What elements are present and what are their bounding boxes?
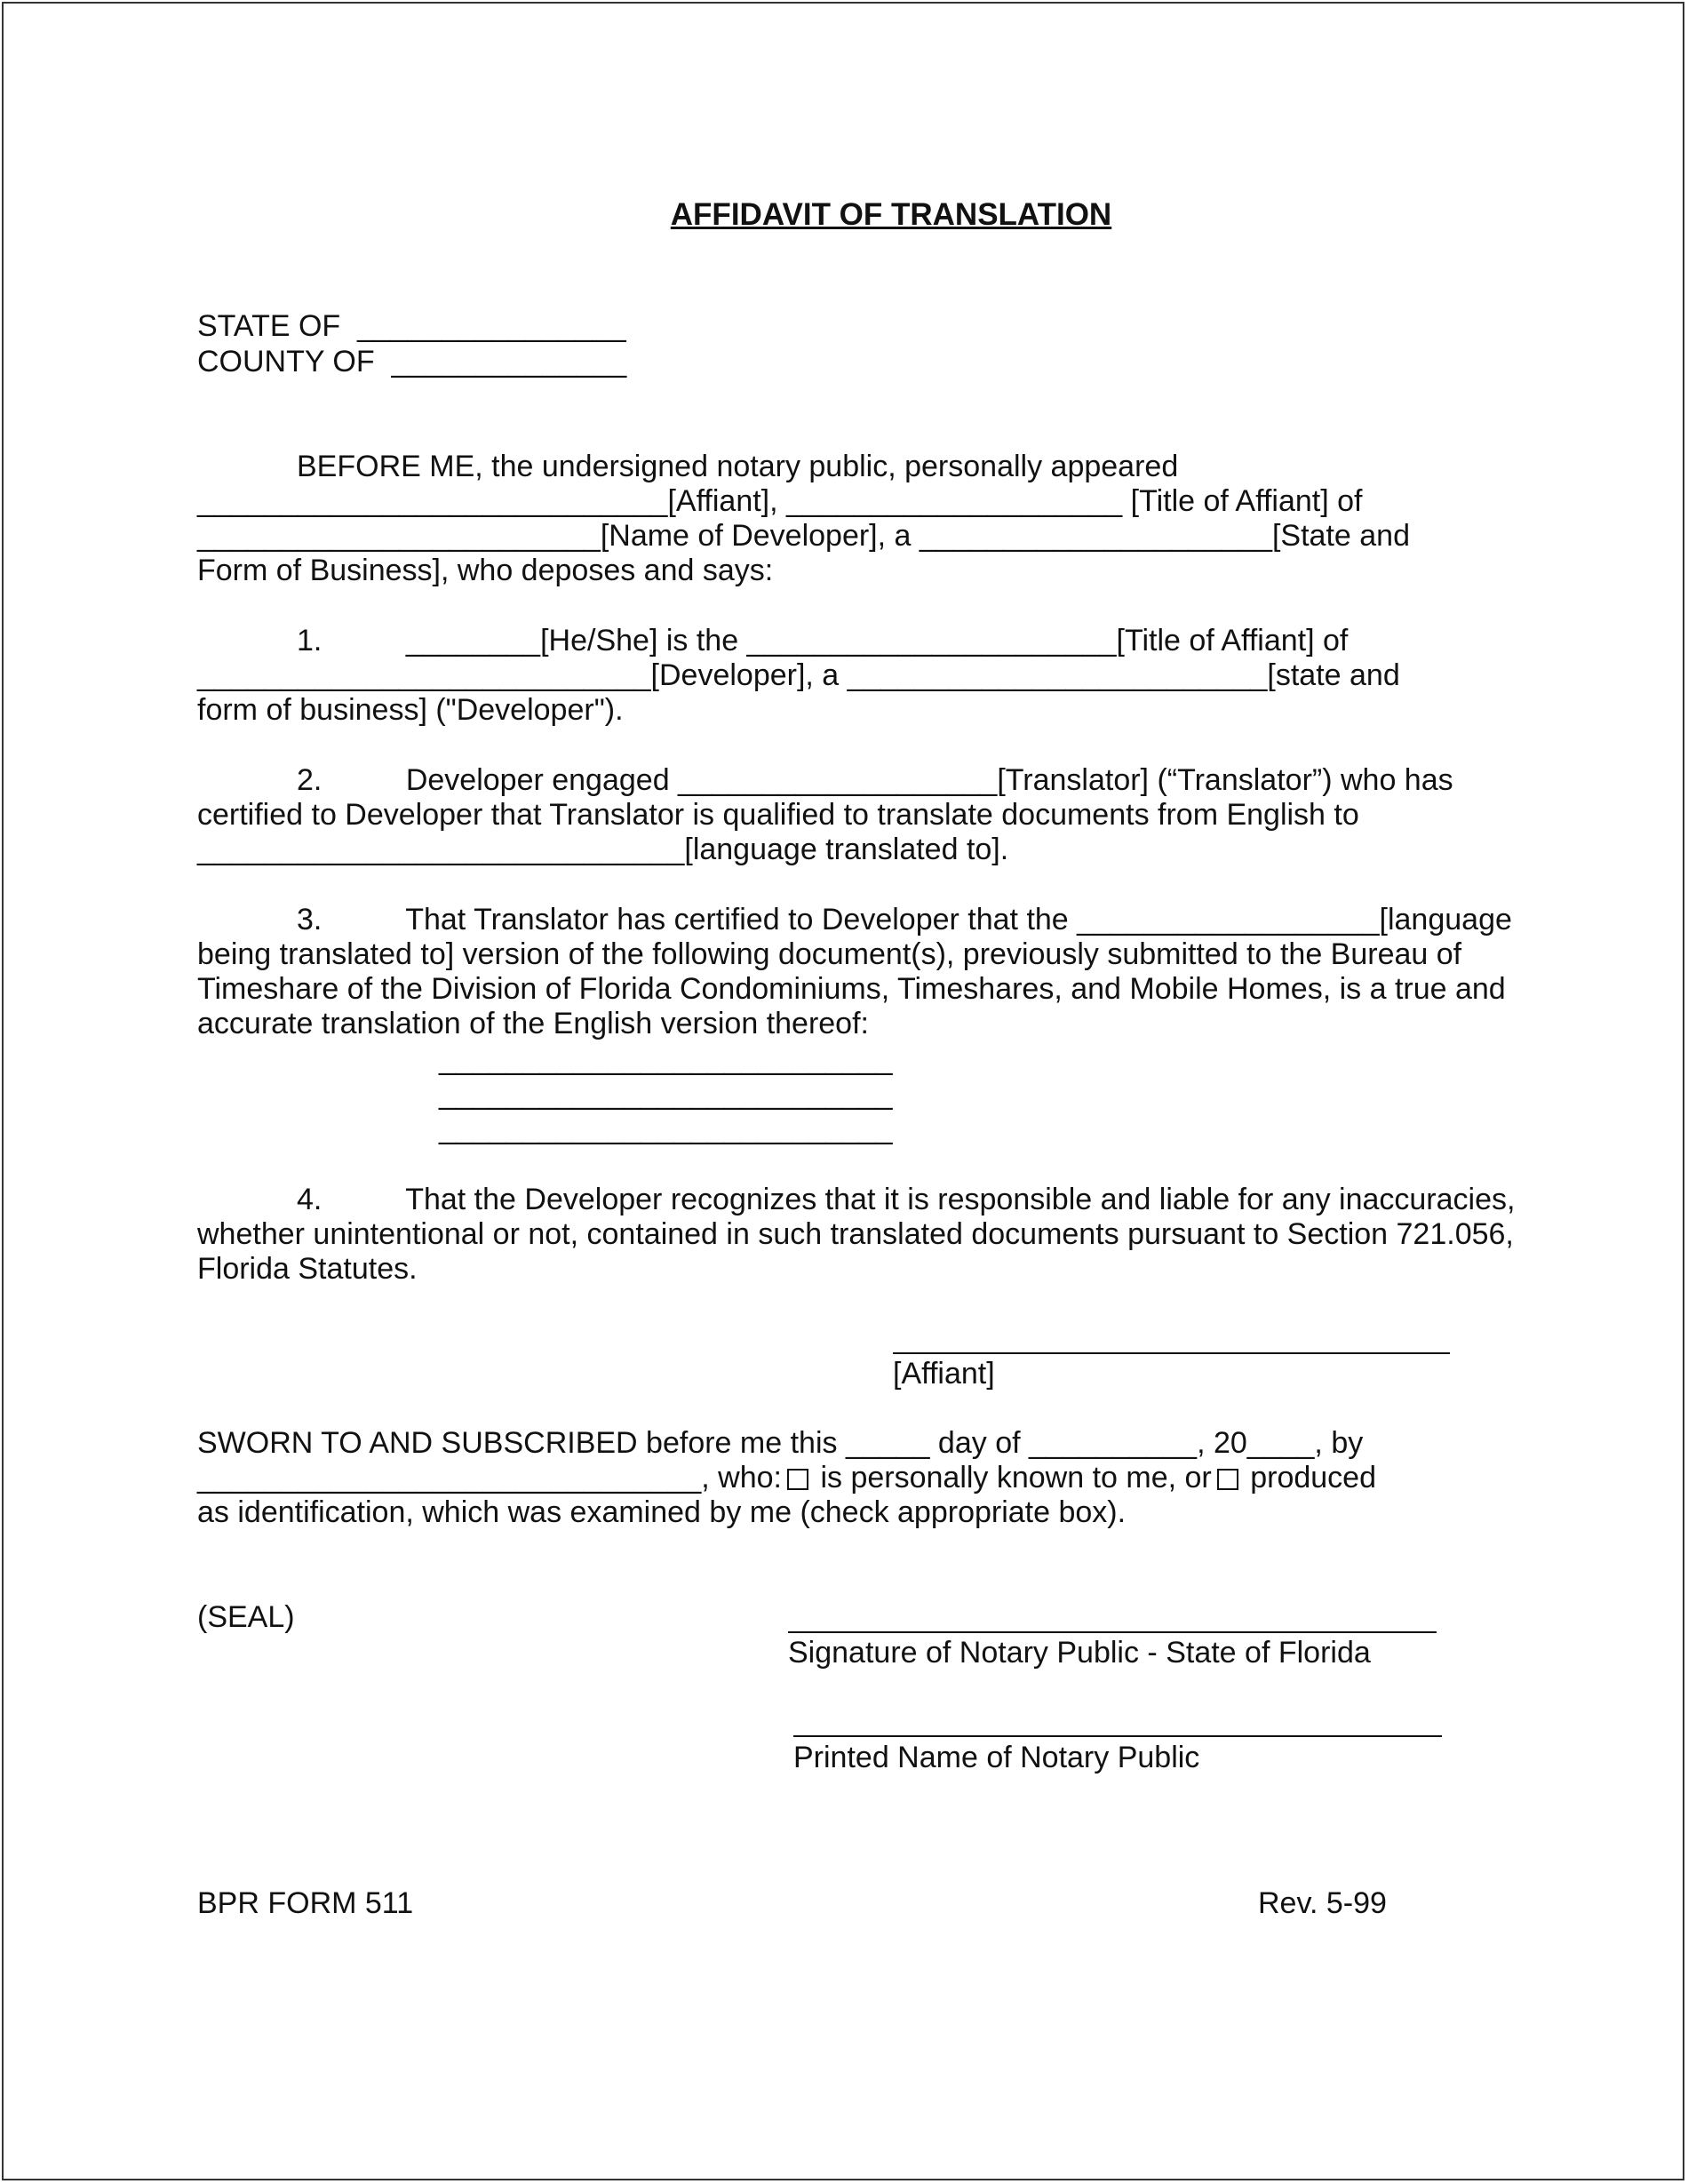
notary-signature-line bbox=[788, 1631, 1437, 1633]
document-blank-line-3: ___________________________ bbox=[439, 1112, 893, 1145]
sworn-line-2-middle: is personally known to me, or bbox=[812, 1461, 1212, 1495]
notary-printed-name-label: Printed Name of Notary Public bbox=[793, 1741, 1200, 1774]
para3-line-3: Timeshare of the Division of Florida Condominiums, Timeshares, and Mobile Homes, is a true and bbox=[197, 972, 1506, 1006]
revision-label: Rev. 5-99 bbox=[1258, 1886, 1387, 1920]
seal-label: (SEAL) bbox=[197, 1600, 295, 1634]
intro-line-1: BEFORE ME, the undersigned notary public, personally appeared bbox=[297, 450, 1179, 483]
produced-id-checkbox[interactable] bbox=[1217, 1469, 1238, 1490]
notary-signature-label: Signature of Notary Public - State of Florida bbox=[788, 1636, 1371, 1670]
para2-line-1: 2. Developer engaged ___________________[Translator] (“Translator”) who has bbox=[297, 763, 1453, 797]
para2-line-3: _____________________________[language translated to]. bbox=[197, 833, 1009, 866]
para3-line-4: accurate translation of the English version thereof: bbox=[197, 1007, 869, 1040]
para2-line-2: certified to Developer that Translator is qualified to translate documents from English to bbox=[197, 798, 1359, 832]
para4-line-3: Florida Statutes. bbox=[197, 1252, 418, 1286]
affiant-signature-line bbox=[893, 1352, 1450, 1354]
notary-printed-name-line bbox=[793, 1735, 1442, 1737]
para4-line-2: whether unintentional or not, contained in such translated documents pursuant to Section 721.056, bbox=[197, 1217, 1514, 1251]
state-line: STATE OF ________________ bbox=[197, 309, 626, 343]
document-title: AFFIDAVIT OF TRANSLATION bbox=[670, 197, 1112, 232]
intro-line-4: Form of Business], who deposes and says: bbox=[197, 554, 774, 587]
document-blank-line-2: ___________________________ bbox=[439, 1077, 893, 1111]
sworn-line-1: SWORN TO AND SUBSCRIBED before me this _____ day of __________, 20____, by bbox=[197, 1426, 1364, 1460]
intro-line-3: ________________________[Name of Developer], a _____________________[State and bbox=[197, 519, 1410, 553]
affiant-label: [Affiant] bbox=[893, 1357, 995, 1391]
sworn-line-3: as identification, which was examined by me (check appropriate box). bbox=[197, 1495, 1127, 1529]
para1-line-2: ___________________________[Developer], a _________________________[state and bbox=[197, 658, 1400, 692]
para3-line-2: being translated to] version of the following document(s), previously submitted to the Bureau of bbox=[197, 937, 1462, 971]
intro-line-2: ____________________________[Affiant], ____________________ [Title of Affiant] of bbox=[197, 484, 1363, 518]
form-number: BPR FORM 511 bbox=[197, 1886, 414, 1920]
sworn-line-2-prefix: ______________________________, who: bbox=[197, 1461, 782, 1495]
para3-line-1: 3. That Translator has certified to Developer that the __________________[language bbox=[297, 903, 1512, 937]
para4-line-1: 4. That the Developer recognizes that it is responsible and liable for any inaccuracies, bbox=[297, 1183, 1516, 1216]
para1-line-1: 1. ________[He/She] is the ______________________[Title of Affiant] of bbox=[297, 624, 1349, 658]
sworn-line-2-suffix: produced bbox=[1241, 1461, 1376, 1495]
sworn-line-2 bbox=[197, 1460, 1376, 1495]
county-line: COUNTY OF ______________ bbox=[197, 345, 627, 379]
document-blank-line-1: ___________________________ bbox=[439, 1042, 893, 1076]
personally-known-checkbox[interactable] bbox=[787, 1469, 808, 1490]
para1-line-3: form of business] ("Developer"). bbox=[197, 693, 624, 727]
